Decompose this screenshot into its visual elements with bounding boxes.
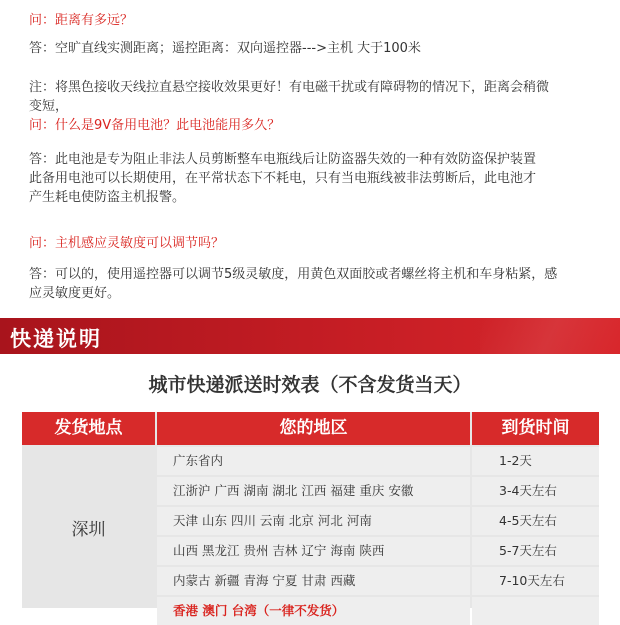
area-cell: 山西 黑龙江 贵州 吉林 辽宁 海南 陕西 (157, 537, 470, 565)
area-cell-no-delivery: 香港 澳门 台湾（一律不发货） (157, 597, 470, 625)
time-cell (472, 597, 599, 625)
faq-answer-battery-line-3: 产生耗电使防盗主机报警。 (29, 190, 186, 205)
time-cell: 5-7天左右 (472, 537, 599, 565)
header-area: 您的地区 (157, 412, 470, 445)
shipping-banner (0, 318, 620, 354)
shipping-banner-title: 快递说明 (10, 327, 102, 351)
delivery-table (22, 412, 599, 618)
faq-question-distance: 问：距离有多远？ (29, 13, 134, 28)
faq-answer-sensitivity-line-2: 应灵敏度更好。 (29, 286, 121, 301)
time-cell: 7-10天左右 (472, 567, 599, 595)
delivery-table-title: 城市快递派送时效表（不含发货当天） (148, 374, 472, 396)
faq-answer-battery-line-1: 答：此电池是专为阻止非法人员剪断整车电瓶线后让防盗器失效的一种有效防盗保护装置 (29, 152, 537, 167)
time-cell: 1-2天 (472, 447, 599, 475)
table-row (157, 567, 599, 595)
area-cell: 江浙沪 广西 湖南 湖北 江西 福建 重庆 安徽 (157, 477, 470, 505)
faq-answer-sensitivity-line-1: 答：可以的，使用遥控器可以调节5级灵敏度，用黄色双面胶或者螺丝将主机和车身粘紧，感 (29, 267, 558, 282)
faq-answer-distance: 答：空旷直线实测距离；遥控距离：双向遥控器--->主机 大于100米 (29, 41, 421, 56)
table-row (157, 507, 599, 535)
time-cell: 3-4天左右 (472, 477, 599, 505)
faq-question-battery: 问：什么是9V备用电池？此电池能用多久？ (29, 118, 281, 133)
area-cell: 内蒙古 新疆 青海 宁夏 甘肃 西藏 (157, 567, 470, 595)
header-origin: 发货地点 (22, 412, 155, 445)
faq-note-line-2: 变短， (29, 99, 69, 114)
area-cell: 天津 山东 四川 云南 北京 河北 河南 (157, 507, 470, 535)
area-cell: 广东省内 (157, 447, 470, 475)
table-row (157, 477, 599, 505)
origin-cell (22, 447, 155, 608)
origin-city: 深圳 (71, 520, 106, 540)
table-row (157, 597, 599, 625)
faq-question-sensitivity: 问：主机感应灵敏度可以调节吗？ (29, 236, 225, 251)
table-row (157, 447, 599, 475)
faq-answer-battery-line-2: 此备用电池可以长期使用，在平常状态下不耗电，只有当电瓶线被非法剪断后，此电池才 (29, 171, 537, 186)
table-row (157, 537, 599, 565)
faq-note-line-1: 注：将黑色接收天线拉直悬空接收效果更好！有电磁干扰或有障碍物的情况下，距离会稍微 (29, 80, 550, 95)
time-cell: 4-5天左右 (472, 507, 599, 535)
header-time: 到货时间 (472, 412, 599, 445)
